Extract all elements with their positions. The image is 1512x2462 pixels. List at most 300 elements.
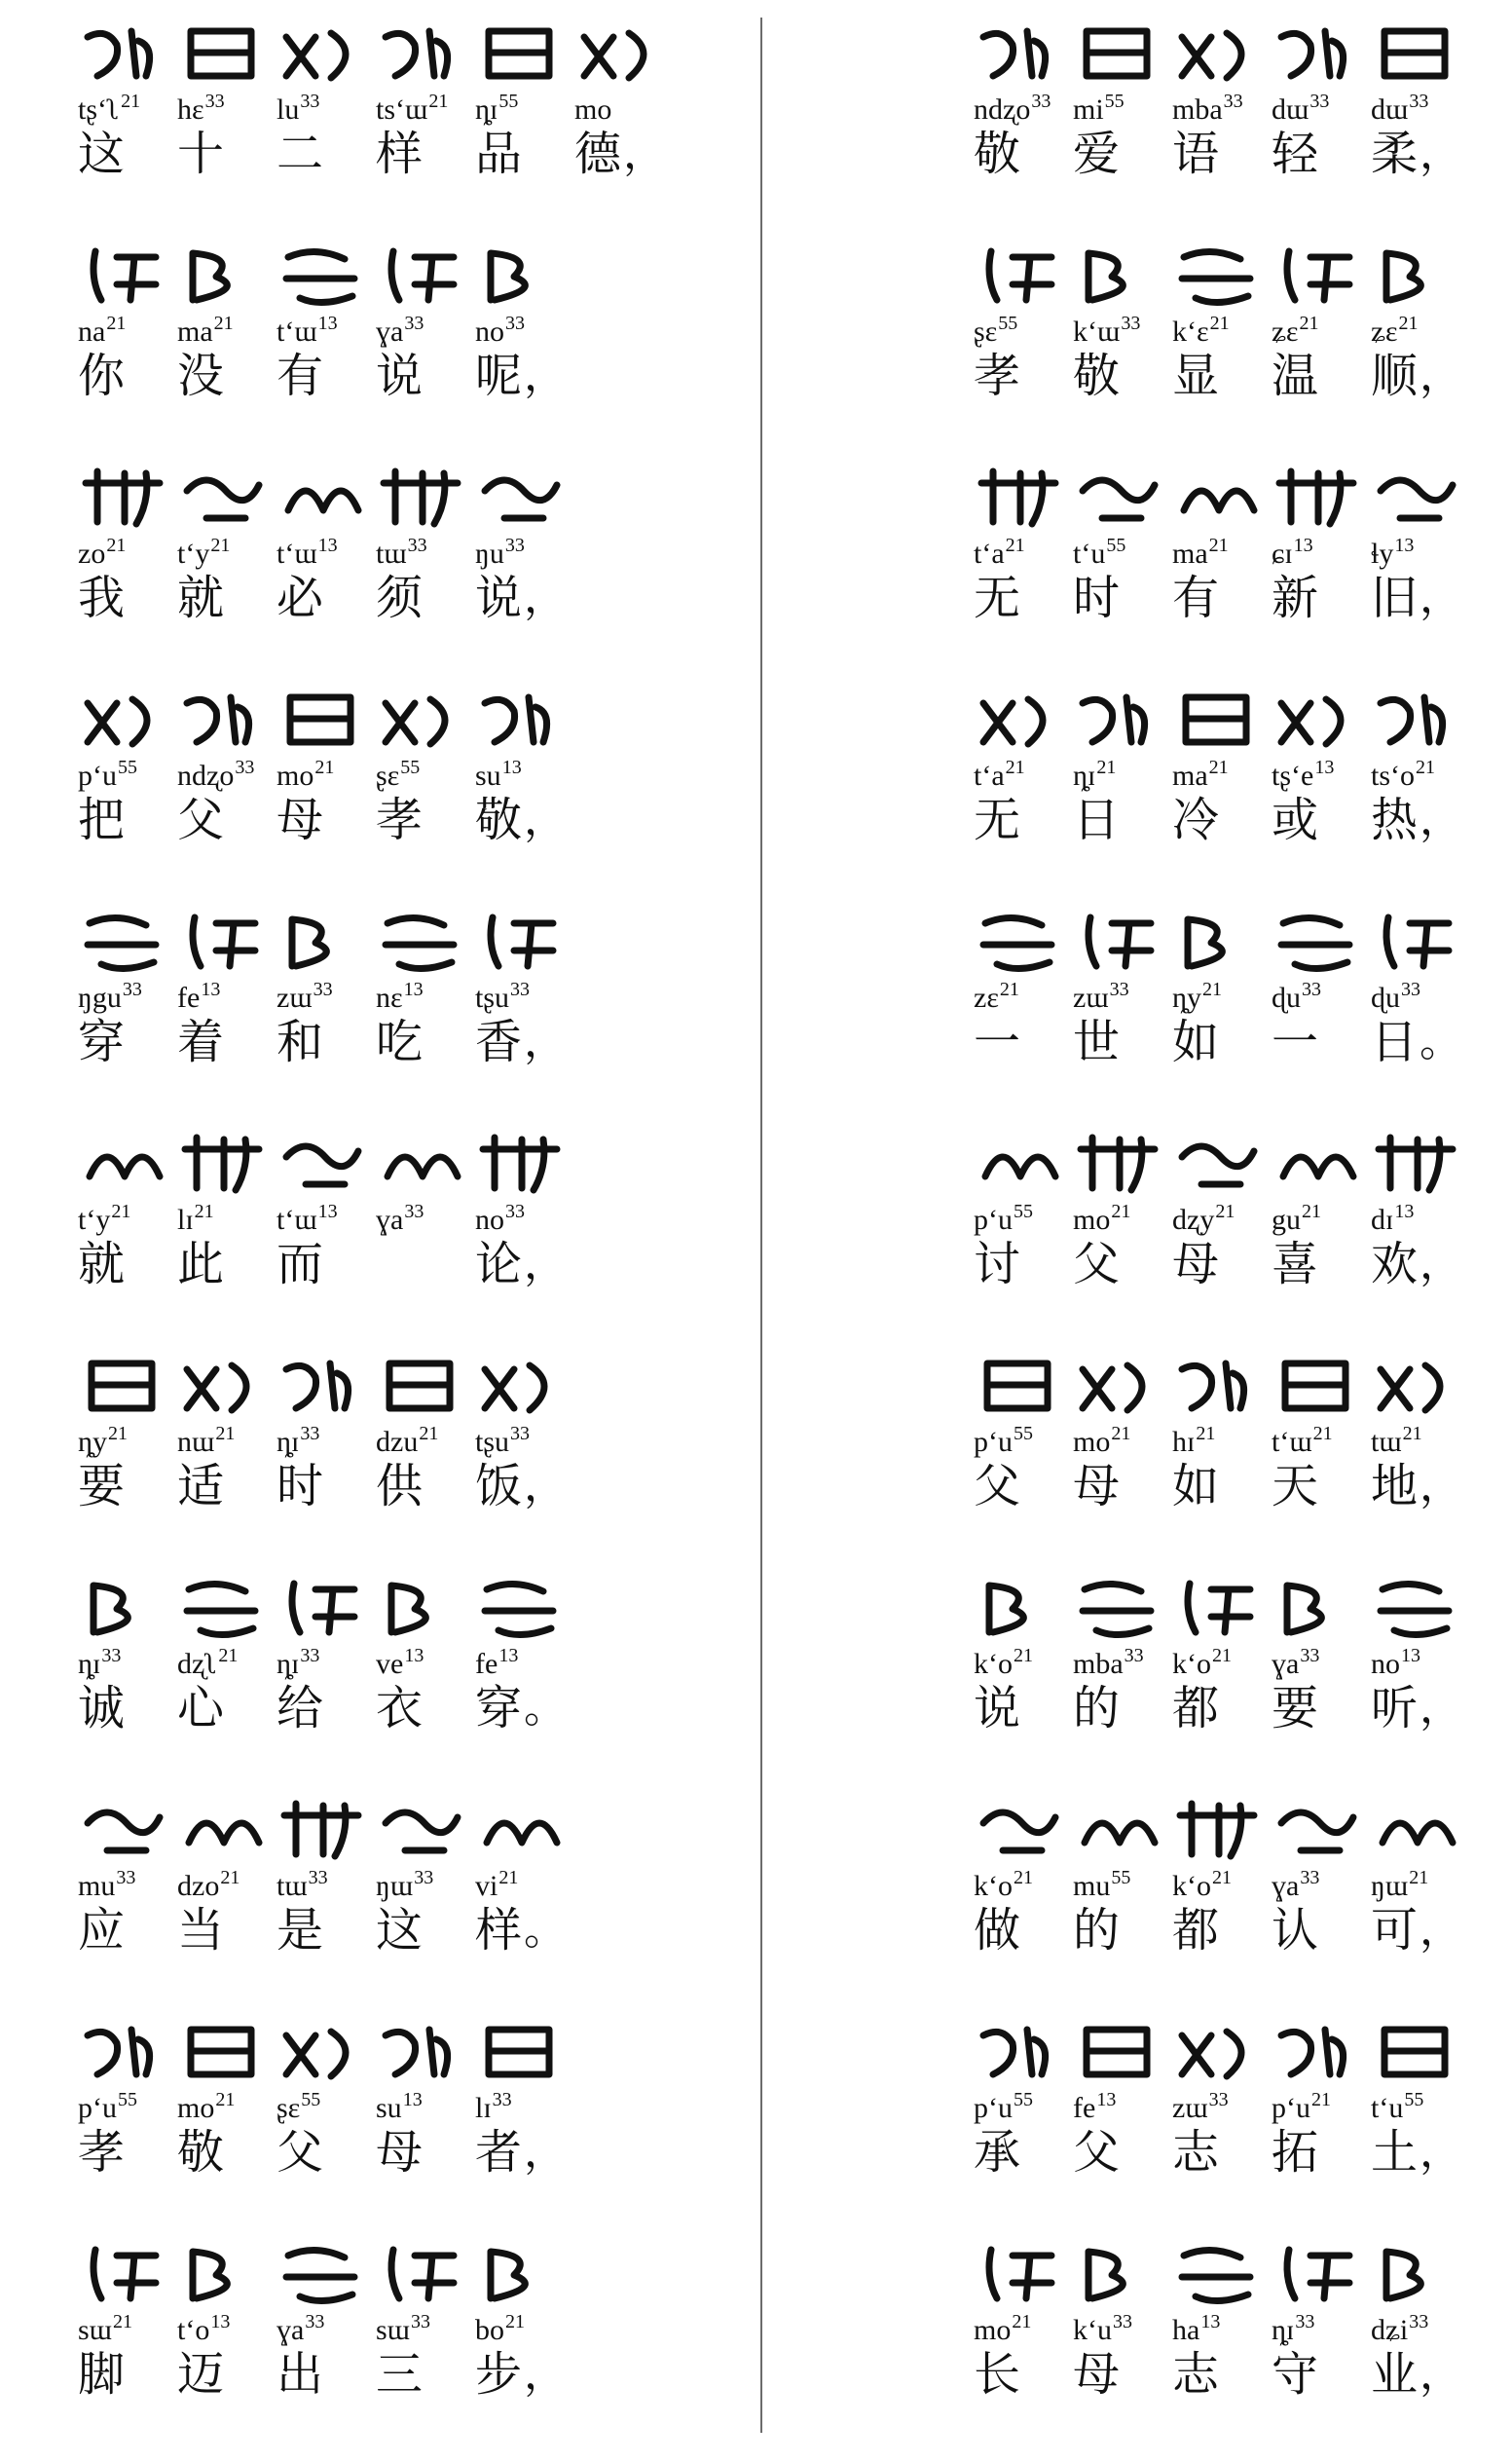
romanization-syllable: bo: [475, 2314, 504, 2346]
romanization-syllable: dʐy: [1172, 1204, 1215, 1236]
romanization-syllable: tʻu: [1371, 2092, 1404, 2124]
romanization-syllable: ɬy: [1371, 538, 1394, 570]
romanization-syllable: tʻɯ: [1272, 1426, 1312, 1458]
romanization-syllable: kʻo: [1172, 1870, 1211, 1902]
tone-number: 33: [1113, 2311, 1132, 2332]
yi-script-glyph: [177, 2238, 267, 2314]
yi-script-glyph: [974, 1350, 1063, 1426]
romanization: [475, 1869, 518, 1907]
syllable-cell: [1073, 2016, 1180, 2240]
romanization: [376, 93, 448, 131]
tone-number: 21: [1208, 535, 1229, 556]
romanization: [177, 2091, 235, 2129]
verse-line: [78, 1794, 682, 2018]
tone-number: 13: [317, 313, 338, 334]
romanization-syllable: ma: [1172, 760, 1208, 792]
chinese-gloss-char: 轻: [1272, 127, 1319, 181]
romanization: [177, 981, 220, 1019]
chinese-gloss-char: 要: [78, 1459, 126, 1513]
syllable-cell: [1073, 240, 1180, 464]
romanization-syllable: kʻo: [974, 1648, 1013, 1680]
tone-number: 33: [204, 91, 225, 112]
tone-number: 21: [215, 1423, 236, 1444]
tone-number: 33: [1409, 91, 1429, 112]
tone-number: 13: [317, 535, 338, 556]
tone-number: 33: [1121, 313, 1141, 334]
tone-number: 21: [428, 91, 449, 112]
romanization-syllable: kʻu: [1073, 2314, 1112, 2346]
chinese-gloss-char: 品: [475, 127, 523, 181]
chinese-gloss-char: 和: [277, 1015, 324, 1069]
yi-script-glyph: [475, 240, 565, 316]
romanization: [974, 93, 1051, 131]
line-punctuation: ，: [1420, 573, 1462, 622]
chinese-gloss-char: 长: [974, 2347, 1021, 2402]
chinese-gloss-char: 须: [376, 571, 424, 625]
chinese-gloss-char: 必: [277, 571, 324, 625]
yi-script-glyph: [78, 1572, 167, 1648]
romanization: [78, 1869, 135, 1907]
romanization: [277, 1203, 338, 1241]
romanization-syllable: ȵɪ: [1073, 760, 1096, 792]
romanization: [376, 1647, 424, 1685]
chinese-gloss-char: 母: [376, 2125, 424, 2180]
syllable-cell: [78, 1572, 185, 1796]
romanization-syllable: dʐʅ: [177, 1648, 218, 1680]
romanization-syllable: tʂʻʅ: [78, 93, 121, 126]
yi-script-glyph: [1371, 1350, 1460, 1426]
syllable-cell: [78, 1350, 185, 1574]
tone-number: 33: [1124, 1645, 1144, 1666]
romanization: [78, 315, 126, 353]
tone-number: 21: [108, 1423, 128, 1444]
romanization-syllable: mo: [574, 93, 612, 126]
verse-line: [974, 18, 1512, 242]
romanization: [974, 1425, 1033, 1463]
yi-script-glyph: [277, 2238, 366, 2314]
romanization: [177, 1869, 240, 1907]
syllable-cell: [974, 18, 1081, 242]
romanization: [974, 981, 1019, 1019]
chinese-gloss-char: 世: [1073, 1015, 1121, 1069]
romanization: [1073, 1647, 1144, 1685]
syllable-cell: [78, 462, 185, 686]
yi-script-glyph: [1073, 2016, 1162, 2092]
yi-script-glyph: [78, 462, 167, 538]
chinese-gloss-char: 承: [974, 2125, 1021, 2180]
romanization: [1172, 2091, 1229, 2129]
syllable-cell: [1172, 906, 1279, 1130]
chinese-gloss-char: 顺: [1371, 349, 1419, 403]
tone-number: 13: [402, 2089, 423, 2110]
yi-script-glyph: [1172, 462, 1262, 538]
tone-number: 21: [498, 1867, 519, 1888]
tone-number: 21: [210, 535, 231, 556]
syllable-cell: [974, 1572, 1081, 1796]
yi-script-glyph: [277, 1794, 366, 1870]
romanization: [376, 1203, 424, 1241]
yi-script-glyph: [1172, 18, 1262, 93]
romanization-syllable: ŋgu: [78, 982, 122, 1014]
romanization-syllable: no: [475, 316, 504, 348]
tone-number: 55: [118, 757, 137, 778]
tone-number: 13: [1394, 535, 1415, 556]
chinese-gloss-char: 父: [1073, 2125, 1121, 2180]
tone-number: 55: [1014, 1201, 1033, 1222]
romanization: [277, 315, 338, 353]
chinese-gloss-char: 日: [1073, 793, 1121, 847]
tone-number: 33: [1401, 979, 1420, 1000]
line-punctuation: ，: [1420, 1683, 1462, 1733]
yi-script-glyph: [1172, 684, 1262, 760]
syllable-cell: [376, 906, 483, 1130]
verse-line: [78, 2016, 682, 2240]
yi-script-glyph: [475, 2016, 565, 2092]
romanization-syllable: tʂu: [475, 982, 510, 1014]
romanization-syllable: ndʐo: [974, 93, 1031, 126]
romanization: [974, 2313, 1031, 2351]
yi-script-glyph: [1073, 1572, 1162, 1648]
yi-script-glyph: [376, 240, 465, 316]
chinese-gloss-char: 适: [177, 1459, 225, 1513]
verse-line: [78, 906, 682, 1130]
tone-number: 21: [1005, 535, 1025, 556]
syllable-cell: [1272, 906, 1379, 1130]
chinese-gloss-char: 这: [78, 127, 126, 181]
tone-number: 21: [213, 313, 234, 334]
romanization-syllable: dɯ: [1272, 93, 1309, 126]
syllable-cell: [974, 1794, 1081, 2018]
romanization-syllable: pʻu: [974, 2092, 1013, 2124]
syllable-cell: [475, 18, 582, 242]
romanization-syllable: ȵɪ: [277, 1426, 300, 1458]
syllable-cell: [177, 2238, 284, 2462]
romanization: [1073, 1425, 1130, 1463]
romanization: [974, 1647, 1033, 1685]
syllable-cell: [1172, 18, 1279, 242]
verse-line: [974, 2016, 1512, 2240]
yi-script-glyph: [974, 1128, 1063, 1204]
tone-number: 55: [1106, 535, 1126, 556]
romanization-syllable: dzu: [376, 1426, 419, 1458]
syllable-cell: [1172, 240, 1279, 464]
romanization-syllable: na: [78, 316, 106, 348]
yi-script-glyph: [177, 1572, 267, 1648]
syllable-cell: [1073, 18, 1180, 242]
romanization: [475, 537, 525, 575]
romanization-syllable: ɣa: [277, 2314, 305, 2346]
line-punctuation: ，: [1420, 1239, 1462, 1288]
romanization: [376, 2313, 430, 2351]
chinese-gloss-char: 父: [177, 793, 225, 847]
romanization: [177, 1425, 235, 1463]
romanization-syllable: sɯ: [78, 2314, 113, 2346]
romanization: [475, 1425, 530, 1463]
chinese-gloss-char: 此: [177, 1237, 225, 1291]
yi-script-glyph: [1073, 684, 1162, 760]
yi-script-glyph: [1073, 2238, 1162, 2314]
romanization-syllable: ndʐo: [177, 760, 235, 792]
chinese-gloss-char: 给: [277, 1681, 324, 1735]
chinese-gloss-char: 或: [1272, 793, 1319, 847]
romanization: [1073, 315, 1140, 353]
romanization: [177, 2313, 230, 2351]
chinese-gloss-char: 天: [1272, 1459, 1319, 1513]
chinese-gloss-char: 说: [475, 571, 523, 625]
yi-script-glyph: [376, 2016, 465, 2092]
chinese-gloss-char: 供: [376, 1459, 424, 1513]
yi-script-glyph: [177, 1350, 267, 1426]
romanization-syllable: ɕɪ: [1272, 538, 1293, 570]
tone-number: 13: [1314, 757, 1335, 778]
chinese-gloss-char: 德: [574, 127, 622, 181]
chinese-gloss-char: 心: [177, 1681, 225, 1735]
yi-script-glyph: [1073, 1128, 1162, 1204]
romanization: [376, 537, 427, 575]
romanization-syllable: ʑɛ: [1272, 316, 1299, 348]
tone-number: 21: [1299, 313, 1319, 334]
romanization: [974, 1203, 1033, 1241]
chinese-gloss-char: 是: [277, 1903, 324, 1958]
chinese-gloss-char: 显: [1172, 349, 1220, 403]
yi-script-glyph: [974, 684, 1063, 760]
romanization: [1172, 93, 1243, 131]
yi-script-glyph: [277, 240, 366, 316]
romanization: [277, 759, 334, 797]
yi-script-glyph: [1073, 240, 1162, 316]
romanization-syllable: pʻu: [974, 1426, 1013, 1458]
column-divider: [760, 18, 762, 2433]
tone-number: 33: [504, 535, 525, 556]
tone-number: 21: [1096, 757, 1117, 778]
romanization: [1371, 315, 1418, 353]
line-punctuation: ，: [524, 1017, 567, 1066]
syllable-cell: [376, 1350, 483, 1574]
romanization: [974, 537, 1025, 575]
chinese-gloss-char: 母: [1073, 1459, 1121, 1513]
tone-number: 55: [1111, 1867, 1131, 1888]
romanization-syllable: ɣa: [376, 1204, 404, 1236]
romanization: [78, 1203, 130, 1241]
yi-script-glyph: [277, 2016, 366, 2092]
romanization: [1371, 1647, 1420, 1685]
yi-script-glyph: [78, 2238, 167, 2314]
romanization-syllable: fe: [1073, 2092, 1096, 2124]
romanization-syllable: su: [475, 760, 501, 792]
syllable-cell: [78, 1128, 185, 1352]
syllable-cell: [376, 2238, 483, 2462]
romanization: [1272, 759, 1334, 797]
chinese-gloss-char: 我: [78, 571, 126, 625]
romanization: [177, 759, 254, 797]
chinese-gloss-char: 说: [376, 349, 424, 403]
romanization-syllable: hɛ: [177, 93, 204, 126]
yi-script-glyph: [1371, 1794, 1460, 1870]
yi-script-glyph: [475, 462, 565, 538]
romanization-syllable: pʻu: [974, 1204, 1013, 1236]
tone-number: 21: [1208, 757, 1229, 778]
yi-script-glyph: [1272, 1572, 1361, 1648]
romanization-syllable: nɛ: [376, 982, 403, 1014]
yi-script-glyph: [1371, 1572, 1460, 1648]
romanization-syllable: ȵy: [78, 1426, 107, 1458]
yi-script-glyph: [376, 1572, 465, 1648]
syllable-cell: [1272, 1572, 1379, 1796]
chinese-gloss-char: 旧: [1371, 571, 1419, 625]
chinese-gloss-char: 母: [277, 793, 324, 847]
yi-script-glyph: [1272, 2238, 1361, 2314]
line-punctuation: ，: [524, 1461, 567, 1511]
romanization-syllable: tʻu: [1073, 538, 1106, 570]
tone-number: 55: [400, 757, 421, 778]
romanization-syllable: ŋɯ: [376, 1870, 414, 1902]
tone-number: 33: [407, 535, 427, 556]
romanization: [1272, 93, 1329, 131]
romanization: [1272, 1203, 1321, 1241]
yi-script-glyph: [376, 462, 465, 538]
yi-script-glyph: [1272, 2016, 1361, 2092]
romanization-syllable: ma: [1172, 538, 1208, 570]
yi-script-glyph: [78, 2016, 167, 2092]
syllable-cell: [277, 462, 384, 686]
chinese-gloss-char: 冷: [1172, 793, 1220, 847]
yi-script-glyph: [1073, 462, 1162, 538]
tone-number: 21: [106, 313, 127, 334]
tone-number: 21: [1312, 1423, 1333, 1444]
syllable-cell: [376, 684, 483, 908]
chinese-gloss-char: 温: [1272, 349, 1319, 403]
romanization: [277, 2313, 324, 2351]
yi-script-glyph: [376, 1128, 465, 1204]
tone-number: 33: [1309, 91, 1330, 112]
romanization: [974, 315, 1017, 353]
yi-script-glyph: [974, 462, 1063, 538]
tone-number: 33: [305, 2311, 325, 2332]
yi-script-glyph: [475, 1128, 565, 1204]
romanization: [1371, 981, 1420, 1019]
romanization: [475, 981, 530, 1019]
syllable-cell: [376, 1794, 483, 2018]
romanization: [1073, 1203, 1130, 1241]
tone-number: 13: [317, 1201, 338, 1222]
tone-number: 33: [510, 1423, 531, 1444]
yi-script-glyph: [1073, 1794, 1162, 1870]
romanization: [475, 2091, 512, 2129]
line-punctuation: ，: [524, 795, 567, 844]
romanization-syllable: tʂʻe: [1272, 760, 1314, 792]
tone-number: 13: [404, 1645, 424, 1666]
romanization: [1172, 315, 1230, 353]
romanization-syllable: ȵɪ: [78, 1648, 101, 1680]
syllable-cell: [1172, 2238, 1279, 2462]
tone-number: 33: [404, 1201, 424, 1222]
romanization-syllable: su: [376, 2092, 402, 2124]
romanization: [974, 2091, 1033, 2129]
chinese-gloss-char: 当: [177, 1903, 225, 1958]
syllable-cell: [1073, 462, 1180, 686]
romanization-syllable: tʻɯ: [277, 538, 317, 570]
romanization-syllable: dʑi: [1371, 2314, 1409, 2346]
verse-line: [974, 240, 1512, 464]
chinese-gloss-char: 饭: [475, 1459, 523, 1513]
romanization-syllable: ɖu: [1272, 982, 1301, 1014]
romanization-syllable: kʻɛ: [1172, 316, 1209, 348]
tone-number: 21: [999, 979, 1019, 1000]
tone-number: 21: [1215, 1201, 1235, 1222]
tone-number: 21: [1012, 2311, 1032, 2332]
romanization-syllable: ɖu: [1371, 982, 1400, 1014]
yi-script-glyph: [1371, 906, 1460, 982]
chinese-gloss-char: 就: [78, 1237, 126, 1291]
syllable-cell: [974, 684, 1081, 908]
yi-script-glyph: [78, 906, 167, 982]
romanization: [1172, 1425, 1215, 1463]
verse-line: [974, 1350, 1512, 1574]
syllable-cell: [376, 1128, 483, 1352]
tone-number: 13: [1293, 535, 1313, 556]
chinese-gloss-char: 爱: [1073, 127, 1121, 181]
romanization: [376, 981, 424, 1019]
syllable-cell: [974, 240, 1081, 464]
romanization-syllable: ŋɯ: [1371, 1870, 1409, 1902]
tone-number: 33: [411, 2311, 431, 2332]
chinese-gloss-char: 守: [1272, 2347, 1319, 2402]
yi-script-glyph: [78, 240, 167, 316]
romanization: [1073, 537, 1125, 575]
romanization-syllable: tʻy: [78, 1204, 111, 1236]
romanization-syllable: tʂu: [475, 1426, 510, 1458]
yi-script-glyph: [1272, 684, 1361, 760]
romanization-syllable: zo: [78, 538, 106, 570]
romanization: [277, 93, 319, 131]
tone-number: 33: [1300, 1867, 1320, 1888]
romanization: [1073, 759, 1116, 797]
chinese-gloss-char: 的: [1073, 1681, 1121, 1735]
line-punctuation: 。: [524, 1905, 567, 1955]
syllable-cell: [974, 1350, 1081, 1574]
chinese-gloss-char: 样: [376, 127, 424, 181]
tone-number: 55: [1014, 2089, 1033, 2110]
chinese-gloss-char: 就: [177, 571, 225, 625]
romanization-syllable: tʻɯ: [277, 1204, 317, 1236]
syllable-cell: [177, 1794, 284, 2018]
romanization-syllable: dzo: [177, 1870, 220, 1902]
yi-script-glyph: [1371, 462, 1460, 538]
romanization: [475, 93, 518, 131]
yi-script-glyph: [78, 684, 167, 760]
chinese-gloss-char: 父: [1073, 1237, 1121, 1291]
romanization: [475, 1647, 518, 1685]
romanization: [78, 537, 126, 575]
yi-script-glyph: [1272, 462, 1361, 538]
romanization: [475, 315, 525, 353]
romanization: [1073, 1869, 1130, 1907]
tone-number: 13: [1096, 2089, 1117, 2110]
romanization: [277, 1425, 319, 1463]
romanization: [78, 2091, 137, 2129]
chinese-gloss-char: 志: [1172, 2347, 1220, 2402]
yi-script-glyph: [78, 1350, 167, 1426]
romanization-syllable: lu: [277, 93, 300, 126]
tone-number: 33: [404, 313, 424, 334]
tone-number: 33: [235, 757, 255, 778]
romanization-syllable: mu: [1073, 1870, 1111, 1902]
romanization-syllable: pʻu: [1272, 2092, 1310, 2124]
chinese-gloss-char: 热: [1371, 793, 1419, 847]
romanization-syllable: mo: [1073, 1204, 1111, 1236]
romanization: [277, 537, 338, 575]
yi-script-glyph: [277, 1572, 366, 1648]
